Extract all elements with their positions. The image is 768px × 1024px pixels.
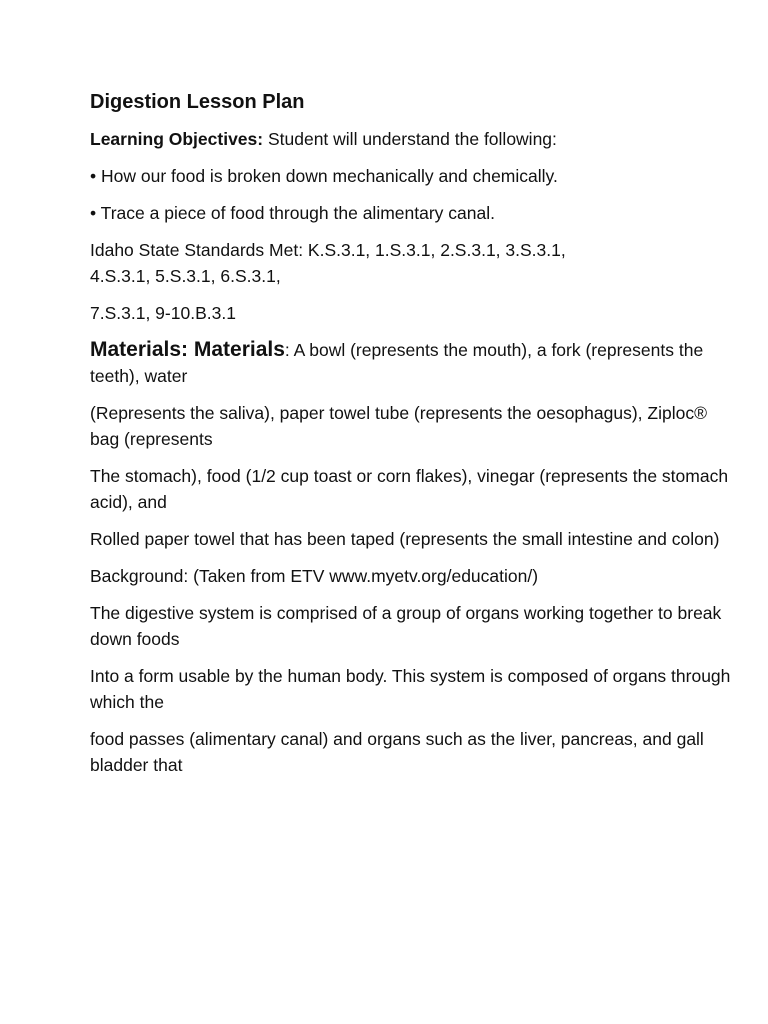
objectives-label: Learning Objectives: (90, 129, 264, 149)
standards-line: 4.S.3.1, 5.S.3.1, 6.S.3.1, (90, 266, 281, 286)
objectives-text: Student will understand the following: (263, 129, 557, 149)
objective-bullet: • How our food is broken down mechanically and chemically. (90, 166, 558, 186)
learning-objectives (90, 126, 740, 152)
standards-line: Idaho State Standards Met: K.S.3.1, 1.S.3.1, 2.S.3.1, 3.S.3.1, (90, 240, 566, 260)
materials-paragraph (90, 337, 740, 389)
standards-line: 7.S.3.1, 9-10.B.3.1 (90, 303, 236, 323)
document-page (90, 88, 740, 789)
document-title: Digestion Lesson Plan (90, 91, 305, 113)
standards-paragraph (90, 237, 740, 289)
objective-bullet: • Trace a piece of food through the alimentary canal. (90, 203, 495, 223)
materials-paragraph: The stomach), food (1/2 cup toast or corn flakes), vinegar (represents the stomach acid), and (90, 466, 729, 512)
body-paragraph: food passes (alimentary canal) and organs such as the liver, pancreas, and gall bladder that (90, 729, 704, 775)
materials-intro: : A bowl (represents the mouth), a fork (represents the teeth), water (90, 340, 704, 386)
materials-heading: Materials: Materials (90, 338, 285, 361)
background-paragraph: Background: (Taken from ETV www.myetv.org/education/) (90, 566, 539, 586)
body-paragraph: The digestive system is comprised of a group of organs working together to break down foods (90, 603, 722, 649)
materials-paragraph: Rolled paper towel that has been taped (represents the small intestine and colon) (90, 529, 720, 549)
materials-paragraph: (Represents the saliva), paper towel tube (represents the oesophagus), Ziploc® bag (represents (90, 403, 707, 449)
body-paragraph: Into a form usable by the human body. This system is composed of organs through which the (90, 666, 731, 712)
